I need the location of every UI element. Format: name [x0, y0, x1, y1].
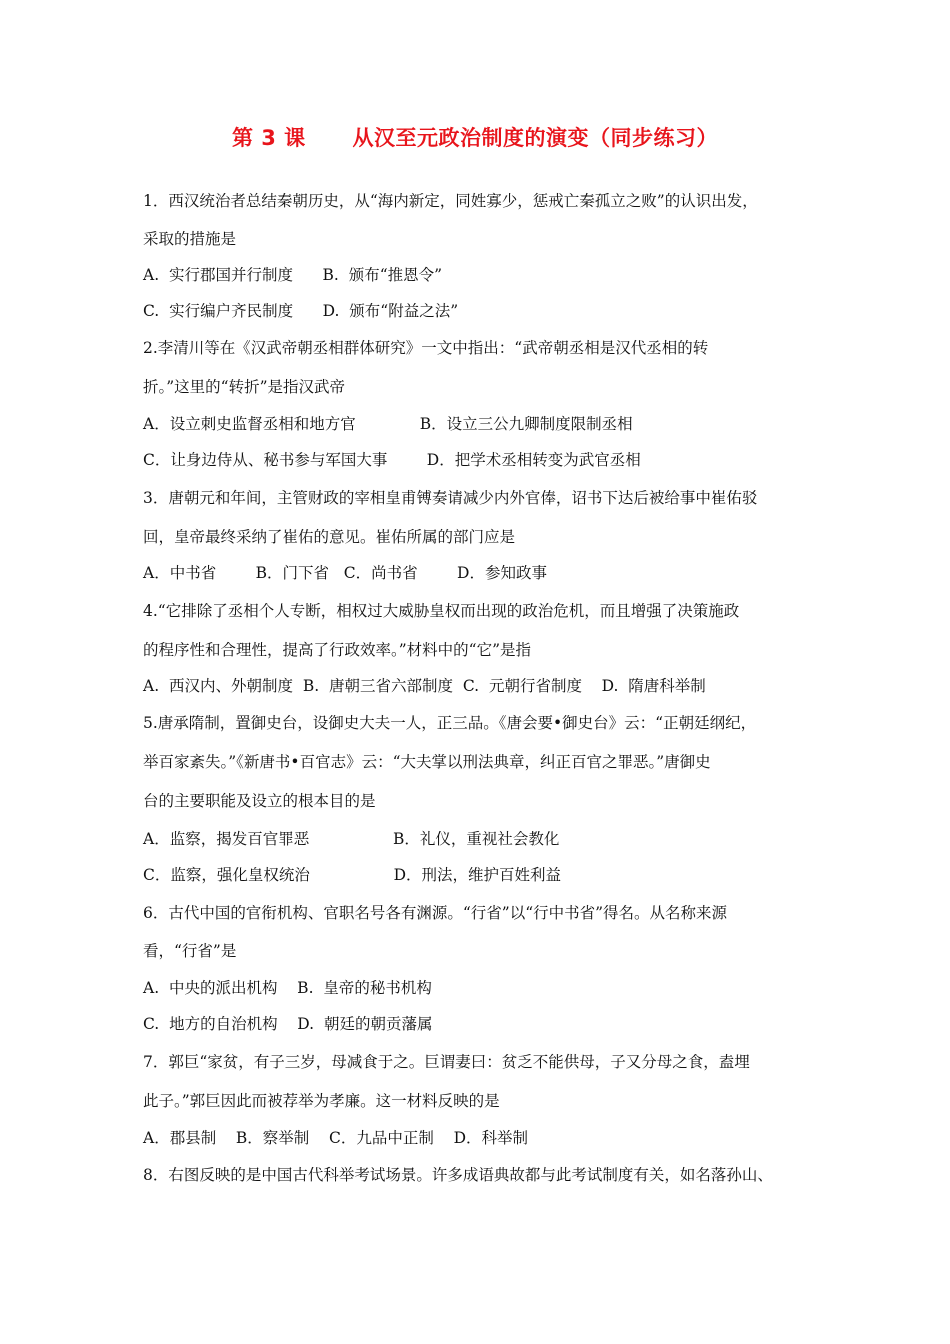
option-line: A. 实行郡国并行制度 B. 颁布“推恩令”: [143, 266, 443, 284]
option-line: C. 地方的自治机构 D. 朝廷的朝贡藩属: [143, 1015, 433, 1033]
text-line: 采取的措施是: [143, 230, 237, 248]
option-line: A. 西汉内、外朝制度 B. 唐朝三省六部制度 C. 元朝行省制度 D. 隋唐科举制: [143, 677, 706, 695]
text-line: 此子。”郭巨因此而被荐举为孝廉。这一材料反映的是: [143, 1092, 500, 1110]
option-line: C. 实行编户齐民制度 D. 颁布“附益之法”: [143, 302, 459, 320]
text-line: 6．古代中国的官衔机构、官职名号各有渊源。“行省”以“行中书省”得名。从名称来源: [143, 904, 728, 922]
text-line: 折。”这里的“转折”是指汉武帝: [143, 378, 346, 396]
text-line: 看，“行省”是: [143, 942, 237, 960]
text-line: 回，皇帝最终采纳了崔佑的意见。崔佑所属的部门应是: [143, 528, 516, 546]
option-line: C．让身边侍从、秘书参与军国大事 D．把学术丞相转变为武官丞相: [143, 451, 641, 469]
text-line: 3．唐朝元和年间，主管财政的宰相皇甫镈奏请减少内外官俸，诏书下达后被给事中崔佑驳: [143, 489, 758, 507]
option-line: A．监察，揭发百官罪恶 B．礼仪，重视社会教化: [143, 830, 560, 848]
page-title: 第 3 课 从汉至元政治制度的演变（同步练习）: [231, 126, 719, 150]
text-line: 举百家紊失。”《新唐书•百官志》云：“大夫掌以刑法典章，纠正百官之罪恶。”唐御史: [143, 753, 711, 771]
text-line: 的程序性和合理性，提高了行政效率。”材料中的“它”是指: [143, 641, 532, 659]
option-line: A. 中央的派出机构 B. 皇帝的秘书机构: [143, 979, 432, 997]
option-line: C．监察，强化皇权统治 D．刑法，维护百姓利益: [143, 866, 562, 884]
text-line: 1．西汉统治者总结秦朝历史，从“海内新定，同姓寡少，惩戒亡秦孤立之败”的认识出发，: [143, 192, 758, 210]
text-line: 台的主要职能及设立的根本目的是: [143, 792, 376, 810]
option-line: A．郡县制 B．察举制 C．九品中正制 D．科举制: [143, 1129, 528, 1147]
option-line: A．设立刺史监督丞相和地方官 B．设立三公九卿制度限制丞相: [143, 415, 633, 433]
text-line: 8．右图反映的是中国古代科举考试场景。许多成语典故都与此考试制度有关，如名落孙山、: [143, 1166, 773, 1184]
text-line: 5.唐承隋制，置御史台，设御史大夫一人，正三品。《唐会要•御史台》云：“正朝廷纲纪，: [143, 714, 757, 732]
text-line: 7．郭巨“家贫，有子三岁，母减食于之。巨谓妻曰：贫乏不能供母，子又分母之食，盍埋: [143, 1053, 750, 1071]
option-line: A．中书省 B．门下省 C．尚书省 D．参知政事: [143, 564, 547, 582]
text-line: 4.“它排除了丞相个人专断，相权过大威胁皇权而出现的政治危机，而且增强了决策施政: [143, 602, 740, 620]
text-line: 2.李清川等在《汉武帝朝丞相群体研究》一文中指出：“武帝朝丞相是汉代丞相的转: [143, 339, 709, 357]
